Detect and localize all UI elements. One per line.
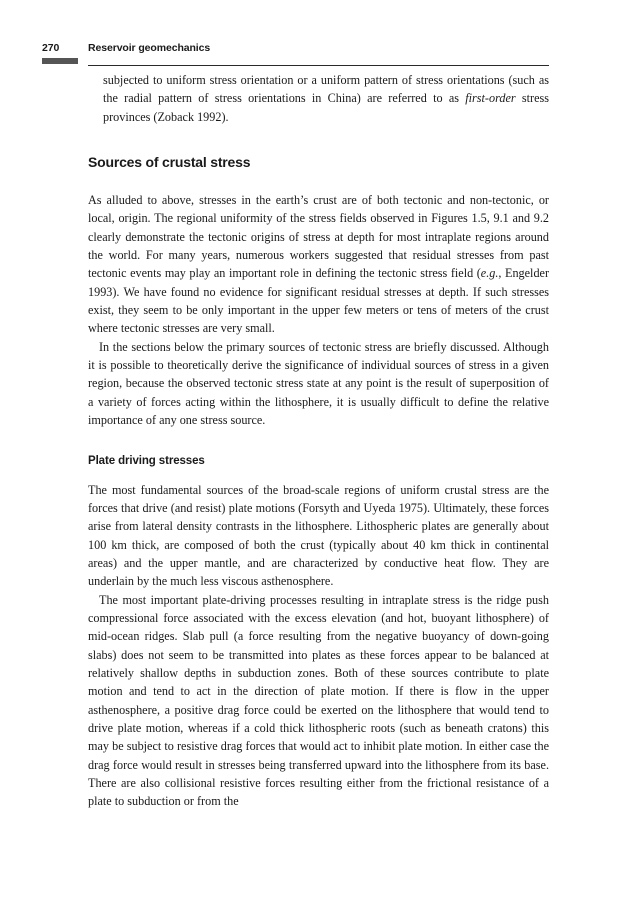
page-number: 270: [42, 42, 60, 54]
section-p1-text-2: , Engelder 1993). We have found no evidence for significant residual stresses at depth. If such stresses exist, they seem to be only important in the upper few meters or tens of meters of the crust where tectonic stresses are very small.: [88, 266, 549, 336]
section-heading: Sources of crustal stress: [88, 154, 251, 171]
section-paragraph-2: In the sections below the primary sources of tectonic stress are briefly discussed. Although it is possible to theoretically derive the significance of individual sources of stress in a given region, because the observed tectonic stress state at any point is the result of superposition of a variety of forces acting within the lithosphere, it is usually difficult to define the relative importance of any one stress source.: [88, 339, 549, 428]
subsection-paragraph-1: The most fundamental sources of the broad-scale regions of uniform crustal stress are the forces that drive (and resist) plate motions (Forsyth and Uyeda 1975). Ultimately, these forces arise from lateral density contrasts in the lithosphere. Lithospheric plates are generally about 100 km thick, are composed of both the crust (typically about 40 km thick in continental areas) and the upper mantle, and are characterized by conductive heat flow. They are underlain by the much less viscous asthenosphere.: [88, 482, 549, 589]
header-marker-bar: [42, 58, 78, 64]
subsection-paragraph-2: The most important plate-driving processes resulting in intraplate stress is the ridge push compressional force associated with the excess elevation (and hot, buoyant lithosphere) of mid-ocean ridges. Slab pull (a force resulting from the negative buoyancy of down-going slabs) does not seem to be transmitted into plates as these forces appear to be balanced at relatively shallow depths in subduction zones. Both of these sources contribute to plate motion and tend to act in the direction of plate motion. If there is flow in the upper asthenosphere, a positive drag force could be exerted on the lithosphere that would tend to drive plate motion, whereas if a cold thick lithospheric roots (such as beneath cratons) this may be subject to resistive drag forces that would act to inhibit plate motion. In either case the drag force would result in stresses being transferred upward into the lithosphere from its base. There are also collisional resistive forces resulting either from the frictional resistance of a plate to subduction or from the: [88, 592, 549, 809]
header-rule: [88, 65, 549, 66]
intro-italic-term: first-order: [465, 91, 516, 106]
intro-text-2: stress provinces (Zoback 1992).: [103, 91, 549, 124]
subsection-heading: Plate driving stresses: [88, 454, 205, 467]
intro-text-1: subjected to uniform stress orientation or a uniform pattern of stress orientations (such as the radial pattern of stress orientations in China) are referred to as: [103, 73, 549, 106]
page-body: [88, 71, 549, 811]
intro-paragraph: [88, 71, 549, 126]
running-title: Reservoir geomechanics: [88, 42, 211, 54]
section-p1-italic: e.g.: [480, 266, 499, 281]
section-p1-text-1: As alluded to above, stresses in the earth’s crust are of both tectonic and non-tectonic, or local, origin. The regional uniformity of the stress fields observed in Figures 1.5, 9.1 and 9.2 clearly demonstrate the tectonic origins of stress at depth for most intraplate regions around the world. For many years, numerous workers suggested that residual stresses from past tectonic events may play an important role in defining the tectonic stress field (: [88, 193, 549, 281]
section-paragraph-1: [88, 191, 549, 338]
